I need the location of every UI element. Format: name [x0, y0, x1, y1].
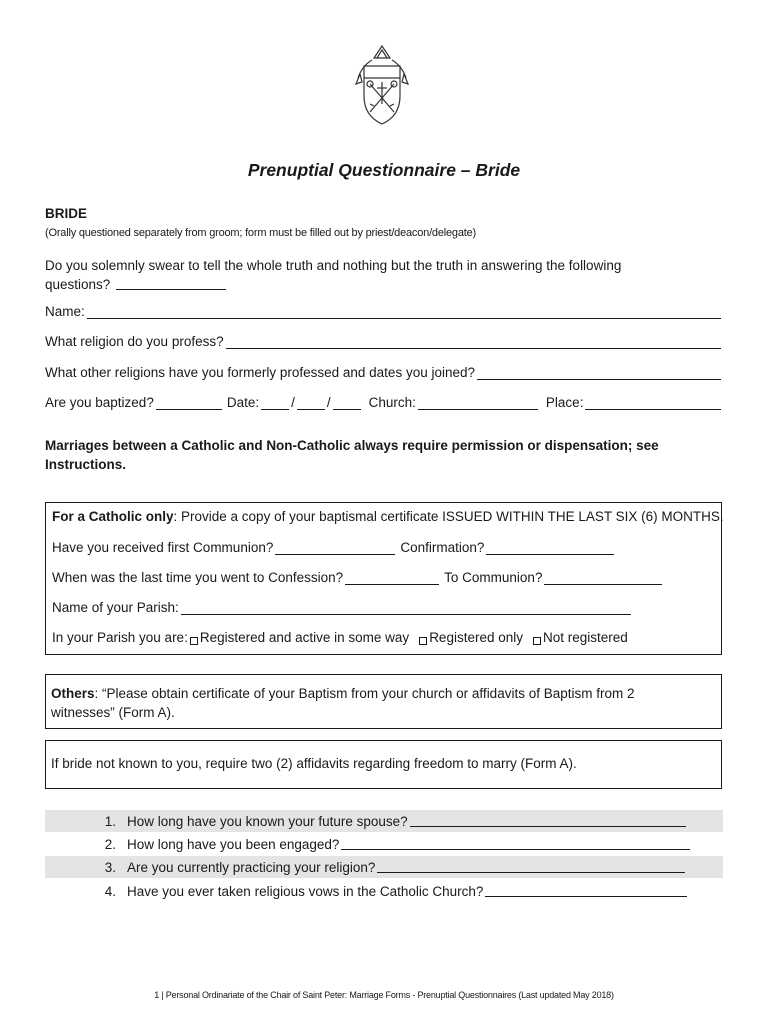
question-answer-blank[interactable] — [485, 885, 687, 897]
religion-label: What religion do you profess? — [45, 334, 224, 349]
name-blank[interactable] — [87, 304, 721, 319]
oath-question-text: Do you solemnly swear to tell the whole truth and nothing but the truth in answering the following questions? — [45, 258, 622, 292]
question-number: 1. — [104, 813, 116, 829]
confession-row — [52, 570, 715, 585]
question-answer-blank[interactable] — [341, 838, 690, 850]
mixed-marriage-note: Marriages between a Catholic and Non-Catholic always require permission or dispensation; see Instructions. — [45, 438, 659, 472]
baptized-label: Are you baptized? — [45, 395, 154, 410]
not-registered-checkbox[interactable] — [533, 637, 541, 645]
catholic-lead-bold: For a Catholic only — [52, 509, 174, 524]
registered-active-checkbox[interactable] — [190, 637, 198, 645]
question-text: Are you currently practicing your religion? — [127, 859, 376, 875]
parish-status-label: In your Parish you are: — [52, 630, 188, 645]
parish-blank[interactable] — [181, 600, 631, 615]
baptized-blank[interactable] — [156, 395, 222, 410]
oath-answer-blank[interactable] — [116, 277, 226, 290]
question-row — [45, 856, 723, 878]
church-blank[interactable] — [418, 395, 538, 410]
confession-blank[interactable] — [345, 570, 439, 585]
others-lead-bold: Others — [51, 686, 95, 701]
bride-heading: BRIDE — [45, 206, 88, 221]
parish-row — [52, 600, 633, 615]
question-row — [45, 880, 723, 902]
to-communion-label: To Communion? — [444, 570, 543, 585]
unknown-bride-text: If bride not known to you, require two (2) affidavits regarding freedom to marry (Form A). — [51, 756, 577, 771]
baptism-line — [45, 395, 723, 410]
registered-only-checkbox[interactable] — [419, 637, 427, 645]
confirmation-label: Confirmation? — [400, 540, 485, 555]
bride-instruction-note: (Orally questioned separately from groom; form must be filled out by priest/deacon/delegate) — [45, 227, 476, 239]
question-row — [45, 833, 723, 855]
religion-line — [45, 334, 723, 349]
registered-active-label: Registered and active in some way — [199, 630, 410, 645]
communion-row — [52, 540, 715, 555]
place-blank[interactable] — [585, 395, 721, 410]
date-label: Date: — [226, 395, 260, 410]
registered-only-label: Registered only — [429, 630, 523, 645]
other-religions-line — [45, 365, 723, 380]
others-text — [51, 684, 691, 722]
question-number: 2. — [104, 836, 116, 852]
religion-blank[interactable] — [226, 334, 721, 349]
unknown-bride-box — [45, 740, 722, 789]
date-separator: / — [326, 395, 331, 410]
name-line — [45, 304, 723, 319]
other-religions-label: What other religions have you formerly professed and dates you joined? — [45, 365, 475, 380]
question-number: 4. — [104, 883, 116, 899]
question-text: How long have you been engaged? — [127, 836, 340, 852]
place-label: Place: — [545, 395, 584, 410]
page-title: Prenuptial Questionnaire – Bride — [247, 160, 521, 180]
catholic-only-box — [45, 502, 722, 655]
question-number: 3. — [104, 859, 116, 875]
to-communion-blank[interactable] — [544, 570, 662, 585]
oath-question — [45, 256, 685, 294]
date-day-blank[interactable] — [297, 395, 325, 410]
question-text: Have you ever taken religious vows in the Catholic Church? — [127, 883, 484, 899]
question-answer-blank[interactable] — [377, 861, 685, 873]
confirmation-blank[interactable] — [486, 540, 614, 555]
date-year-blank[interactable] — [333, 395, 361, 410]
page-footer: 1 | Personal Ordinariate of the Chair of Saint Peter: Marriage Forms - Prenuptial Questionnaires (Last updated May 2018) — [154, 990, 614, 1000]
catholic-lead — [52, 509, 724, 524]
other-religions-blank[interactable] — [477, 365, 721, 380]
question-row — [45, 810, 723, 832]
parish-label: Name of your Parish: — [52, 600, 179, 615]
parish-status-row — [52, 630, 715, 645]
not-registered-label: Not registered — [543, 630, 628, 645]
communion-blank[interactable] — [275, 540, 395, 555]
catholic-lead-text: : Provide a copy of your baptismal certificate ISSUED WITHIN THE LAST SIX (6) MONTHS. — [173, 509, 724, 524]
communion-label: Have you received first Communion? — [52, 540, 274, 555]
others-lead-text: : “Please obtain certificate of your Baptism from your church or affidavits of Baptism from 2 witnesses” (Form A). — [51, 686, 635, 720]
others-box — [45, 674, 722, 729]
church-label: Church: — [368, 395, 416, 410]
question-text: How long have you known your future spouse? — [127, 813, 408, 829]
name-label: Name: — [45, 304, 85, 319]
ordinariate-seal-logo — [350, 44, 414, 128]
date-month-blank[interactable] — [261, 395, 289, 410]
question-answer-blank[interactable] — [410, 815, 686, 827]
date-separator: / — [291, 395, 295, 410]
confession-label: When was the last time you went to Confession? — [52, 570, 344, 585]
